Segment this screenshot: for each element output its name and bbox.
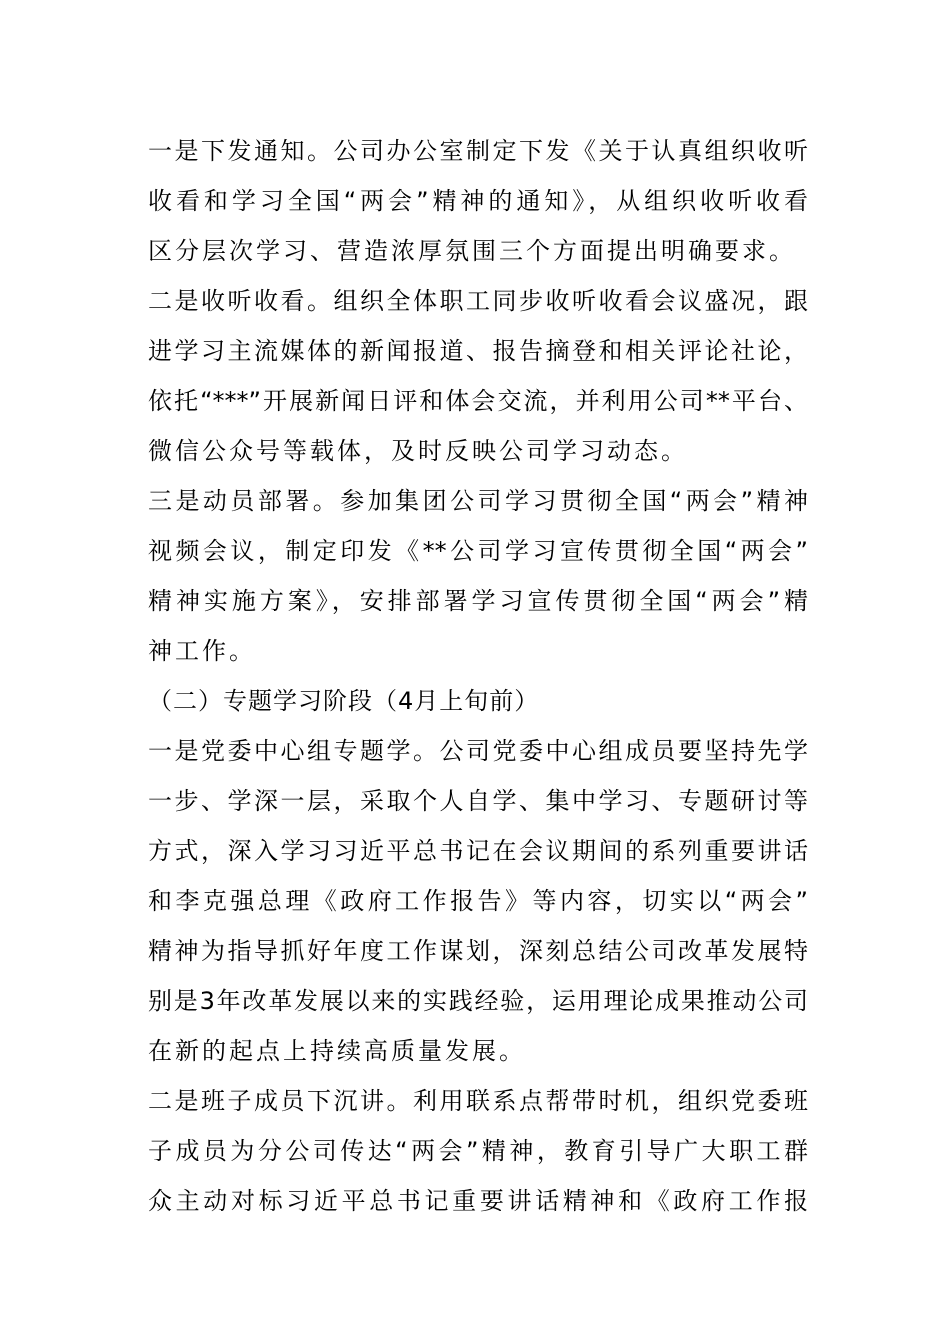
section-heading [148,676,808,726]
text-line: 一步、学深一层，采取个人自学、集中学习、专题研讨等 [148,787,808,815]
text-line: 依托“***”开展新闻日评和体会交流，并利用公司**平台、 [148,387,808,415]
text-line: 子成员为分公司传达“两会”精神，教育引导广大职工群 [148,1137,808,1165]
text-line: 微信公众号等载体，及时反映公司学习动态。 [148,437,688,465]
text-line: 进学习主流媒体的新闻报道、报告摘登和相关评论社论， [148,337,808,365]
text-line: 别是3年改革发展以来的实践经验，运用理论成果推动公司 [148,987,808,1015]
text-line: 视频会议，制定印发《**公司学习宣传贯彻全国“两会” [148,537,808,565]
text-line: 神工作。 [148,637,256,665]
text-line: 一是党委中心组专题学。公司党委中心组成员要坚持先学 [148,737,808,765]
section-heading-text: （二）专题学习阶段（4月上旬前） [148,687,540,715]
text-line: 精神实施方案》，安排部署学习宣传贯彻全国“两会”精 [148,587,808,615]
text-line: 二是班子成员下沉讲。利用联系点帮带时机，组织党委班 [148,1087,808,1115]
text-line: 众主动对标习近平总书记重要讲话精神和《政府工作报 [148,1187,808,1215]
text-line: 二是收听收看。组织全体职工同步收听收看会议盛况，跟 [148,287,808,315]
paragraph-mobilize-deploy [148,476,808,676]
text-line: 一是下发通知。公司办公室制定下发《关于认真组织收听 [148,137,808,165]
text-line: 三是动员部署。参加集团公司学习贯彻全国“两会”精神 [148,487,808,515]
text-line: 精神为指导抓好年度工作谋划，深刻总结公司改革发展特 [148,937,808,965]
paragraph-issue-notice [148,126,808,276]
text-line: 方式，深入学习习近平总书记在会议期间的系列重要讲话 [148,837,808,865]
text-line: 和李克强总理《政府工作报告》等内容，切实以“两会” [148,887,808,915]
paragraph-leaders-lecture [148,1076,808,1226]
text-line: 区分层次学习、营造浓厚氛围三个方面提出明确要求。 [148,237,796,265]
paragraph-listen-watch [148,276,808,476]
text-line: 在新的起点上持续高质量发展。 [148,1037,526,1065]
text-line: 收看和学习全国“两会”精神的通知》，从组织收听收看 [148,187,808,215]
document-body [148,126,808,1226]
paragraph-central-group-study [148,726,808,1076]
